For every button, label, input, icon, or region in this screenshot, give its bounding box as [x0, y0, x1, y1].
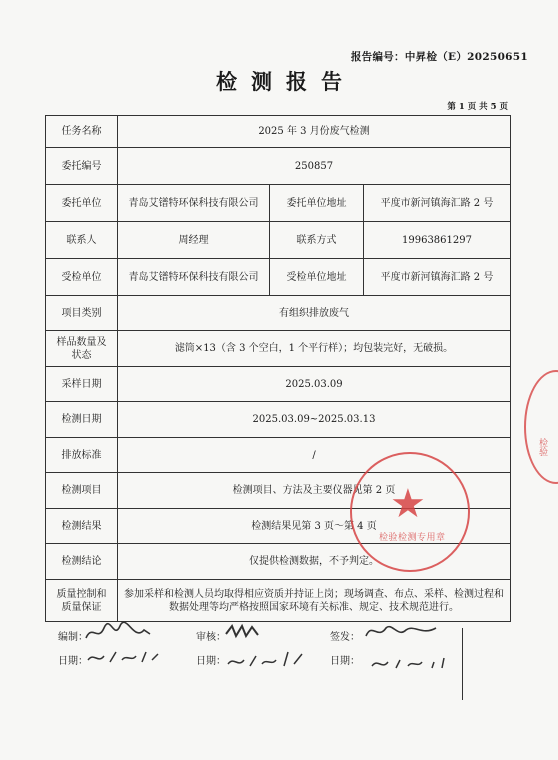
test-date-value: 2025.03.09~2025.03.13	[118, 402, 511, 438]
issuer-date-label: 日期：	[330, 656, 360, 667]
page-indicator: 第 1 页 共 5 页	[447, 102, 508, 112]
row-category	[46, 296, 511, 331]
row-test-date	[46, 402, 511, 438]
inspected-label: 受检单位	[46, 259, 118, 296]
category-value: 有组织排放废气	[118, 296, 511, 331]
qc-value: 参加采样和检测人员均取得相应资质并持证上岗；现场调查、布点、采样、检测过程和数据处理等均严格按照国家环境有关标准、规定、技术规范进行。	[118, 580, 511, 622]
row-sampling-date	[46, 367, 511, 402]
reviewer-date-label: 日期：	[196, 656, 226, 667]
row-inspected	[46, 259, 511, 296]
sampling-date-value: 2025.03.09	[118, 367, 511, 402]
entrust-no-label: 委托编号	[46, 148, 118, 185]
sample-label-line2: 状态	[71, 349, 92, 361]
conclusion-value: 仅提供检测数据，不予判定。	[118, 544, 511, 580]
items-value: 检测项目、方法及主要仪器见第 2 页	[118, 473, 511, 509]
reviewer-date-handwritten	[226, 648, 306, 672]
inspected-addr-value: 平度市新河镇海汇路 2 号	[364, 259, 511, 296]
compiler-date-label: 日期：	[58, 656, 88, 667]
client-value: 青岛艾镨特环保科技有限公司	[118, 185, 270, 222]
client-label: 委托单位	[46, 185, 118, 222]
phone-label: 联系方式	[270, 222, 364, 259]
reviewer-label: 审核：	[196, 632, 226, 643]
issuer-date-handwritten	[370, 652, 450, 674]
task-value: 2025 年 3 月份废气检测	[118, 116, 511, 148]
sampling-date-label: 采样日期	[46, 367, 118, 402]
sample-value: 滤筒×13（含 3 个空白，1 个平行样）；均包装完好，无破损。	[118, 331, 511, 367]
sample-label	[46, 331, 118, 367]
edge-seal	[524, 370, 558, 484]
items-label: 检测项目	[46, 473, 118, 509]
row-sample	[46, 331, 511, 367]
inspected-value: 青岛艾镨特环保科技有限公司	[118, 259, 270, 296]
entrust-no-value: 250857	[118, 148, 511, 185]
edge-seal-text: 检验	[537, 438, 547, 456]
inspected-addr-label: 受检单位地址	[270, 259, 364, 296]
results-label: 检测结果	[46, 509, 118, 544]
sample-label-line1: 样品数量及	[56, 336, 107, 348]
test-date-label: 检测日期	[46, 402, 118, 438]
report-number: 报告编号：中昇检（E）20250651	[350, 51, 528, 63]
official-seal	[350, 452, 470, 572]
seal-text: 检验检测专用章	[379, 533, 446, 543]
row-client	[46, 185, 511, 222]
results-value: 检测结果见第 3 页～第 4 页	[118, 509, 511, 544]
standard-value: /	[118, 438, 511, 473]
report-title: 检测报告	[216, 69, 356, 94]
qc-label-line2: 质量保证	[61, 601, 102, 613]
client-addr-value: 平度市新河镇海汇路 2 号	[364, 185, 511, 222]
category-label: 项目类别	[46, 296, 118, 331]
row-qc	[46, 580, 511, 622]
row-task	[46, 116, 511, 148]
seal-star-icon: ★	[390, 481, 426, 527]
conclusion-label: 检测结论	[46, 544, 118, 580]
phone-value: 19963861297	[364, 222, 511, 259]
qc-label-line1: 质量控制和	[56, 588, 107, 600]
issuer-label: 签发：	[330, 632, 360, 643]
reviewer-signature	[224, 622, 264, 640]
issuer-signature	[362, 620, 442, 646]
contact-label: 联系人	[46, 222, 118, 259]
standard-label: 排放标准	[46, 438, 118, 473]
signature-stroke	[462, 628, 463, 700]
compiler-signature	[84, 620, 154, 646]
client-addr-label: 委托单位地址	[270, 185, 364, 222]
contact-value: 周经理	[118, 222, 270, 259]
row-contact	[46, 222, 511, 259]
qc-label	[46, 580, 118, 622]
task-label: 任务名称	[46, 116, 118, 148]
compiler-date-handwritten	[86, 646, 164, 668]
compiler-label: 编制：	[58, 632, 88, 643]
row-entrust-no	[46, 148, 511, 185]
